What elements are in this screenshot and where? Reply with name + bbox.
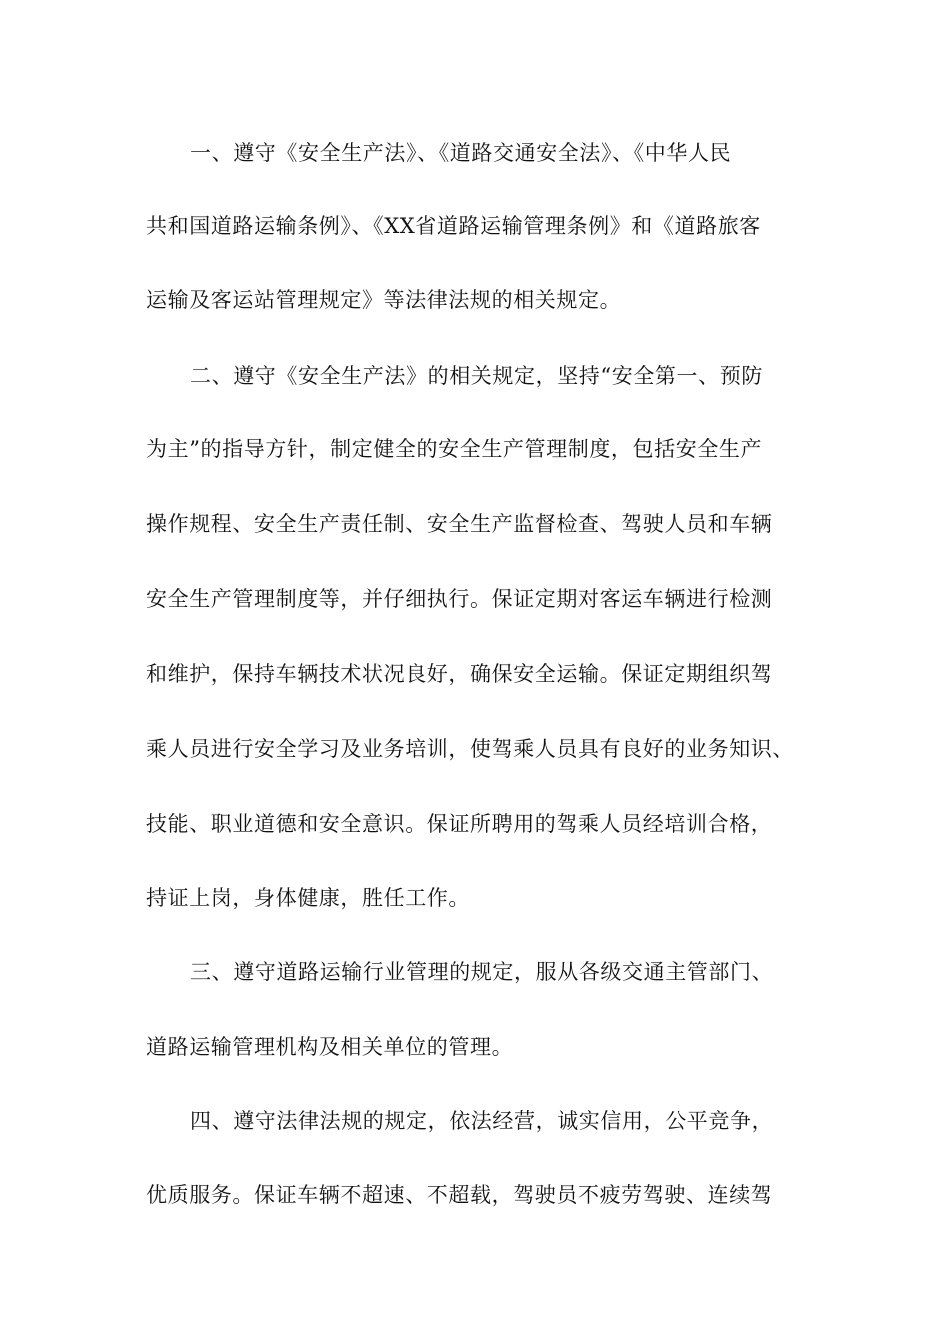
paragraph-2-line-4: 安全生产管理制度等，并仔细执行。保证定期对客运车辆进行检测	[146, 587, 773, 611]
paragraph-2-line-3: 操作规程、安全生产责任制、安全生产监督检查、驾驶人员和车辆	[146, 512, 773, 536]
paragraph-1-line-1: 一、遵守《安全生产法》、《道路交通安全法》、《中华人民	[190, 141, 732, 165]
paragraph-2-line-6: 乘人员进行安全学习及业务培训，使驾乘人员具有良好的业务知识、	[146, 737, 794, 761]
paragraph-2-line-1: 二、遵守《安全生产法》的相关规定，坚持“安全第一、预防	[190, 364, 763, 388]
paragraph-2-line-8: 持证上岗，身体健康，胜任工作。	[146, 886, 470, 910]
paragraph-2-line-7: 技能、职业道德和安全意识。保证所聘用的驾乘人员经培训合格，	[146, 812, 773, 836]
paragraph-1-line-2: 共和国道路运输条例》、《XX省道路运输管理条例》和《道路旅客	[146, 214, 761, 238]
paragraph-3-line-2: 道路运输管理机构及相关单位的管理。	[146, 1035, 514, 1059]
paragraph-4-line-1: 四、遵守法律法规的规定，依法经营，诚实信用，公平竞争，	[190, 1109, 774, 1133]
paragraph-3-line-1: 三、遵守道路运输行业管理的规定，服从各级交通主管部门、	[190, 960, 774, 984]
paragraph-1-line-3: 运输及客运站管理规定》等法律法规的相关规定。	[146, 288, 622, 312]
paragraph-2-line-5: 和维护，保持车辆技术状况良好，确保安全运输。保证定期组织驾	[146, 662, 773, 686]
paragraph-4-line-2: 优质服务。保证车辆不超速、不超载，驾驶员不疲劳驾驶、连续驾	[146, 1183, 773, 1207]
paragraph-2-line-2: 为主”的指导方针，制定健全的安全生产管理制度，包括安全生产	[146, 437, 763, 461]
